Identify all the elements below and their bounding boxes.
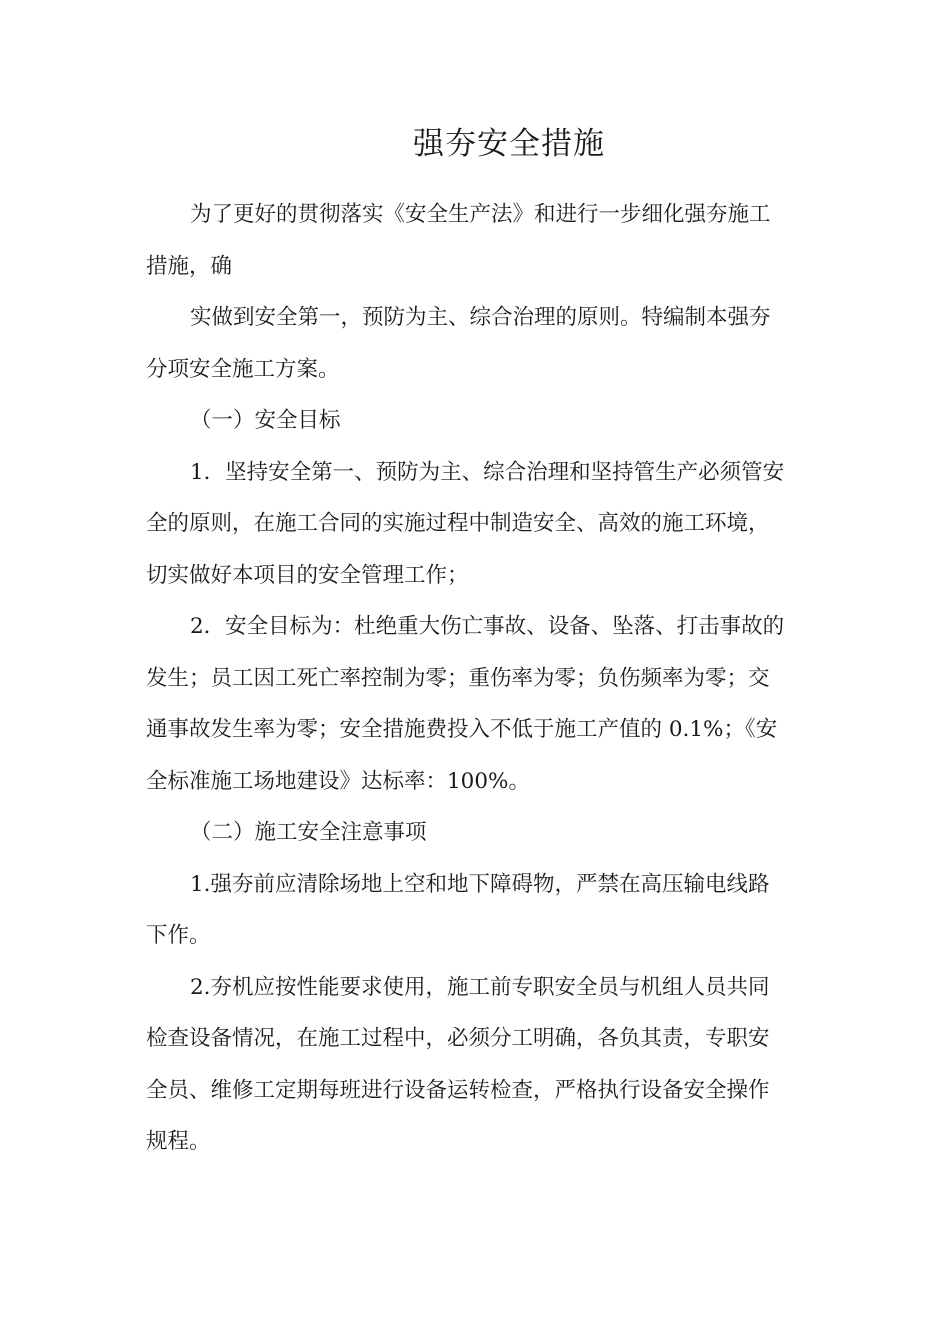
text-line: 检查设备情况，在施工过程中，必须分工明确，各负其责，专职安 <box>146 1026 770 1051</box>
document-title: 强夯安全措施 <box>413 126 605 162</box>
text-line: 规程。 <box>146 1129 211 1154</box>
text-line: 1．坚持安全第一、预防为主、综合治理和坚持管生产必须管安 <box>190 459 785 485</box>
text-line: 为了更好的贯彻落实《安全生产法》和进行一步细化强夯施工 <box>190 202 771 227</box>
text-line: 1.强夯前应清除场地上空和地下障碍物，严禁在高压输电线路 <box>190 871 770 897</box>
text-line: 全员、维修工定期每班进行设备运转检查，严格执行设备安全操作 <box>146 1077 770 1103</box>
text-line: 通事故发生率为零；安全措施费投入不低于施工产值的 0.1%；《安 <box>146 717 778 742</box>
text-line: 下作。 <box>146 923 211 948</box>
text-line: 分项安全施工方案。 <box>146 356 340 382</box>
section-heading: （一）安全目标 <box>190 408 341 433</box>
section-heading: （二）施工安全注意事项 <box>190 820 427 845</box>
text-line: 实做到安全第一，预防为主、综合治理的原则。特编制本强夯 <box>190 305 771 330</box>
text-line: 全标准施工场地建设》达标率：100%。 <box>146 768 530 794</box>
text-line: 2.夯机应按性能要求使用，施工前专职安全员与机组人员共同 <box>190 974 770 1000</box>
text-line: 2．安全目标为：杜绝重大伤亡事故、设备、坠落、打击事故的 <box>190 614 785 639</box>
text-line: 全的原则，在施工合同的实施过程中制造安全、高效的施工环境， <box>146 511 770 536</box>
document-body <box>146 189 810 1168</box>
text-line: 切实做好本项目的安全管理工作； <box>146 562 469 588</box>
text-line: 措施，确 <box>146 253 233 279</box>
text-line: 发生；员工因工死亡率控制为零；重伤率为零；负伤频率为零；交 <box>146 665 770 691</box>
